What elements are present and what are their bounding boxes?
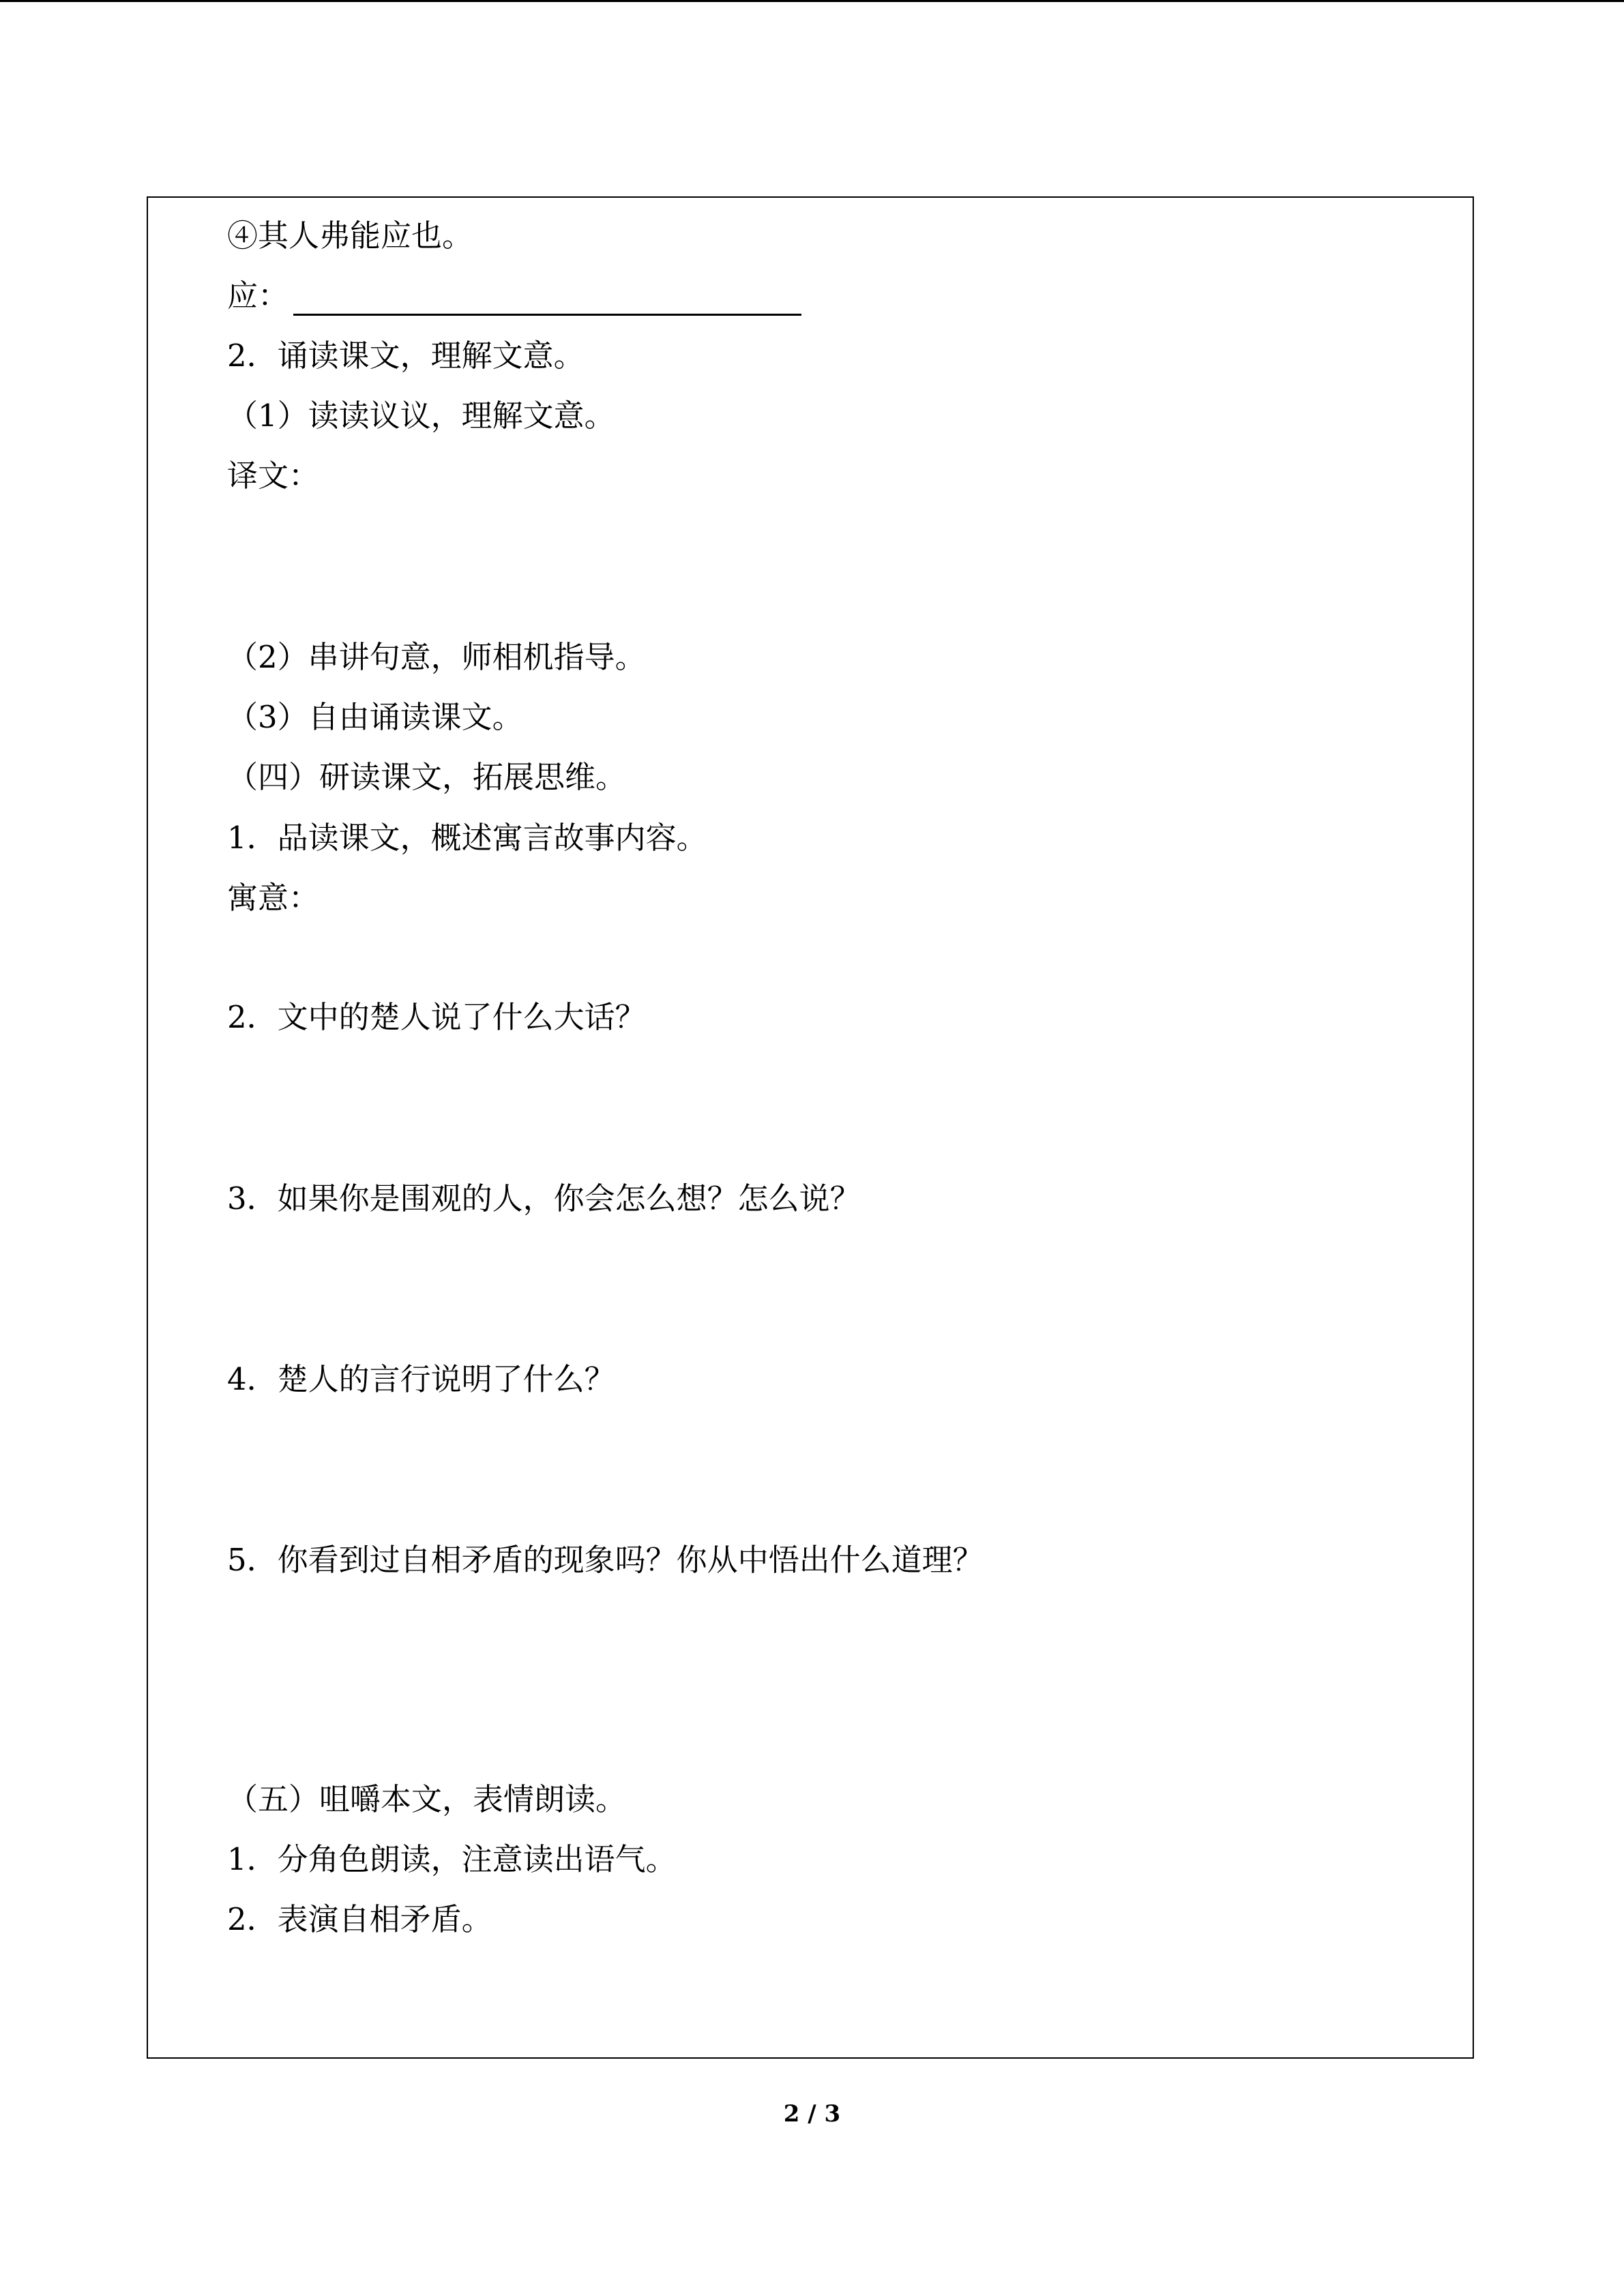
substep-2-explain: （2）串讲句意，师相机指导。 <box>227 639 646 675</box>
moral-label: 寓意： <box>227 880 320 916</box>
question-5: 5．你看到过自相矛盾的现象吗？你从中悟出什么道理？ <box>227 1542 984 1578</box>
answer-label-ying: 应： <box>227 278 289 314</box>
content-frame <box>147 196 1474 2059</box>
translation-label: 译文： <box>227 458 320 494</box>
sentence-item-4: ④其人弗能应也。 <box>227 218 473 254</box>
substep-1-discuss: （1）读读议议，理解文意。 <box>227 398 615 434</box>
question-3: 3．如果你是围观的人，你会怎么想？怎么说？ <box>227 1180 861 1217</box>
activity-1-role-reading: 1．分角色朗读，注意读出语气。 <box>227 1841 677 1877</box>
step-2-recite: 2．诵读课文，理解文意。 <box>227 338 585 374</box>
page-number: 2 / 3 <box>783 2100 841 2128</box>
question-4: 4．楚人的言行说明了什么？ <box>227 1361 615 1397</box>
substep-3-free-reading: （3）自由诵读课文。 <box>227 699 523 735</box>
section-5-heading: （五）咀嚼本文，表情朗读。 <box>227 1781 627 1817</box>
question-1-summary: 1．品读课文，概述寓言故事内容。 <box>227 820 707 856</box>
activity-2-performance: 2．表演自相矛盾。 <box>227 1901 492 1937</box>
section-4-heading: （四）研读课文，拓展思维。 <box>227 759 627 795</box>
question-2: 2．文中的楚人说了什么大话？ <box>227 999 646 1035</box>
answer-blank-line <box>293 314 801 316</box>
top-border-rule <box>0 0 1624 2</box>
